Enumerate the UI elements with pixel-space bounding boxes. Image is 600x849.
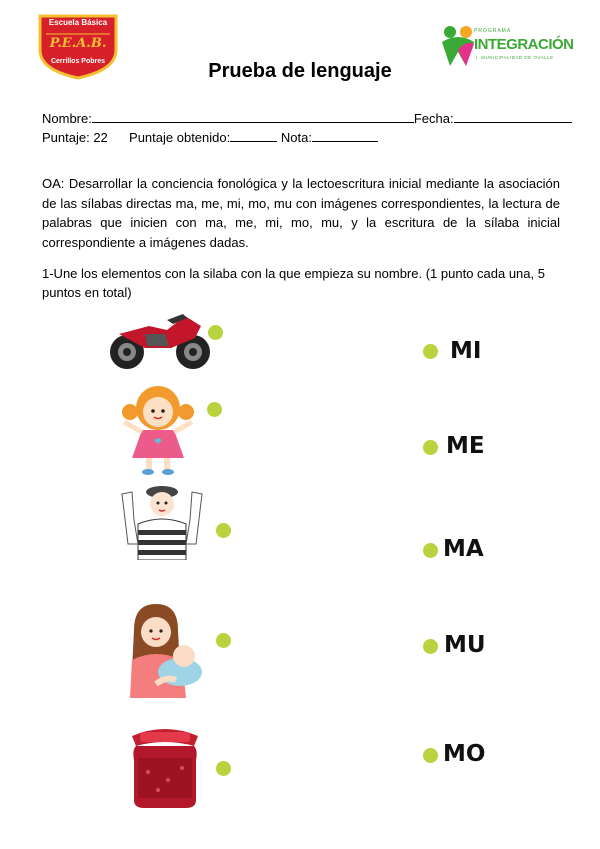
fields-line-1 xyxy=(42,110,572,126)
right-dot-1[interactable] xyxy=(423,344,438,359)
right-dot-5[interactable] xyxy=(423,748,438,763)
doll-image xyxy=(118,382,198,476)
nombre-label: Nombre: xyxy=(42,111,92,126)
puntaje-label: Puntaje: 22 xyxy=(42,130,108,145)
nota-field[interactable] xyxy=(312,129,378,142)
obtenido-label: Puntaje obtenido: xyxy=(129,130,231,145)
left-dot-4[interactable] xyxy=(216,633,231,648)
syllable-mo: MO xyxy=(443,741,486,767)
left-dot-2[interactable] xyxy=(207,402,222,417)
nombre-field[interactable] xyxy=(92,110,414,123)
syllable-me: ME xyxy=(446,433,485,459)
objective-text: OA: Desarrollar la conciencia fonológica y la lectoescritura inicial mediante la asociación de las sílabas directas ma, me, mi, mo, mu con imágenes correspondientes, la lectura de palabras que inicien con ma, me, mi, mo, mu, y la escritura de la sílaba inicial correspondiente a imágenes dadas. xyxy=(42,176,560,250)
school-logo-line1: Escuela Básica xyxy=(48,18,108,27)
right-dot-4[interactable] xyxy=(423,639,438,654)
syllable-ma: MA xyxy=(443,536,484,562)
syllable-mu: MU xyxy=(444,632,486,658)
mime-image xyxy=(118,484,206,560)
motorcycle-image xyxy=(105,308,213,372)
right-dot-2[interactable] xyxy=(423,440,438,455)
left-dot-1[interactable] xyxy=(208,325,223,340)
left-dot-3[interactable] xyxy=(216,523,231,538)
right-dot-3[interactable] xyxy=(423,543,438,558)
integration-logo-name: INTEGRACIÓN xyxy=(474,36,574,53)
mother-image xyxy=(126,600,204,698)
left-dot-5[interactable] xyxy=(216,761,231,776)
fecha-field[interactable] xyxy=(454,110,572,123)
page-title: Prueba de lenguaje xyxy=(208,60,392,82)
question-1: 1-Une los elementos con la silaba con la que empieza su nombre. (1 punto cada una, 5 puntos en total) xyxy=(42,266,545,300)
school-logo-line2: Cerrillos Pobres xyxy=(50,58,106,65)
syllable-mi: MI xyxy=(450,338,482,364)
jam-image xyxy=(128,724,202,810)
nota-label: Nota: xyxy=(280,130,312,145)
fields-line-2 xyxy=(42,129,378,145)
integration-logo-top: PROGRAMA xyxy=(474,28,512,34)
integration-logo-sub: I. MUNICIPALIDAD DE OVALLE xyxy=(476,55,554,60)
school-logo-letters: P.E.A.B. xyxy=(49,36,107,51)
obtenido-field[interactable] xyxy=(230,129,277,142)
fecha-label: Fecha: xyxy=(413,111,454,126)
